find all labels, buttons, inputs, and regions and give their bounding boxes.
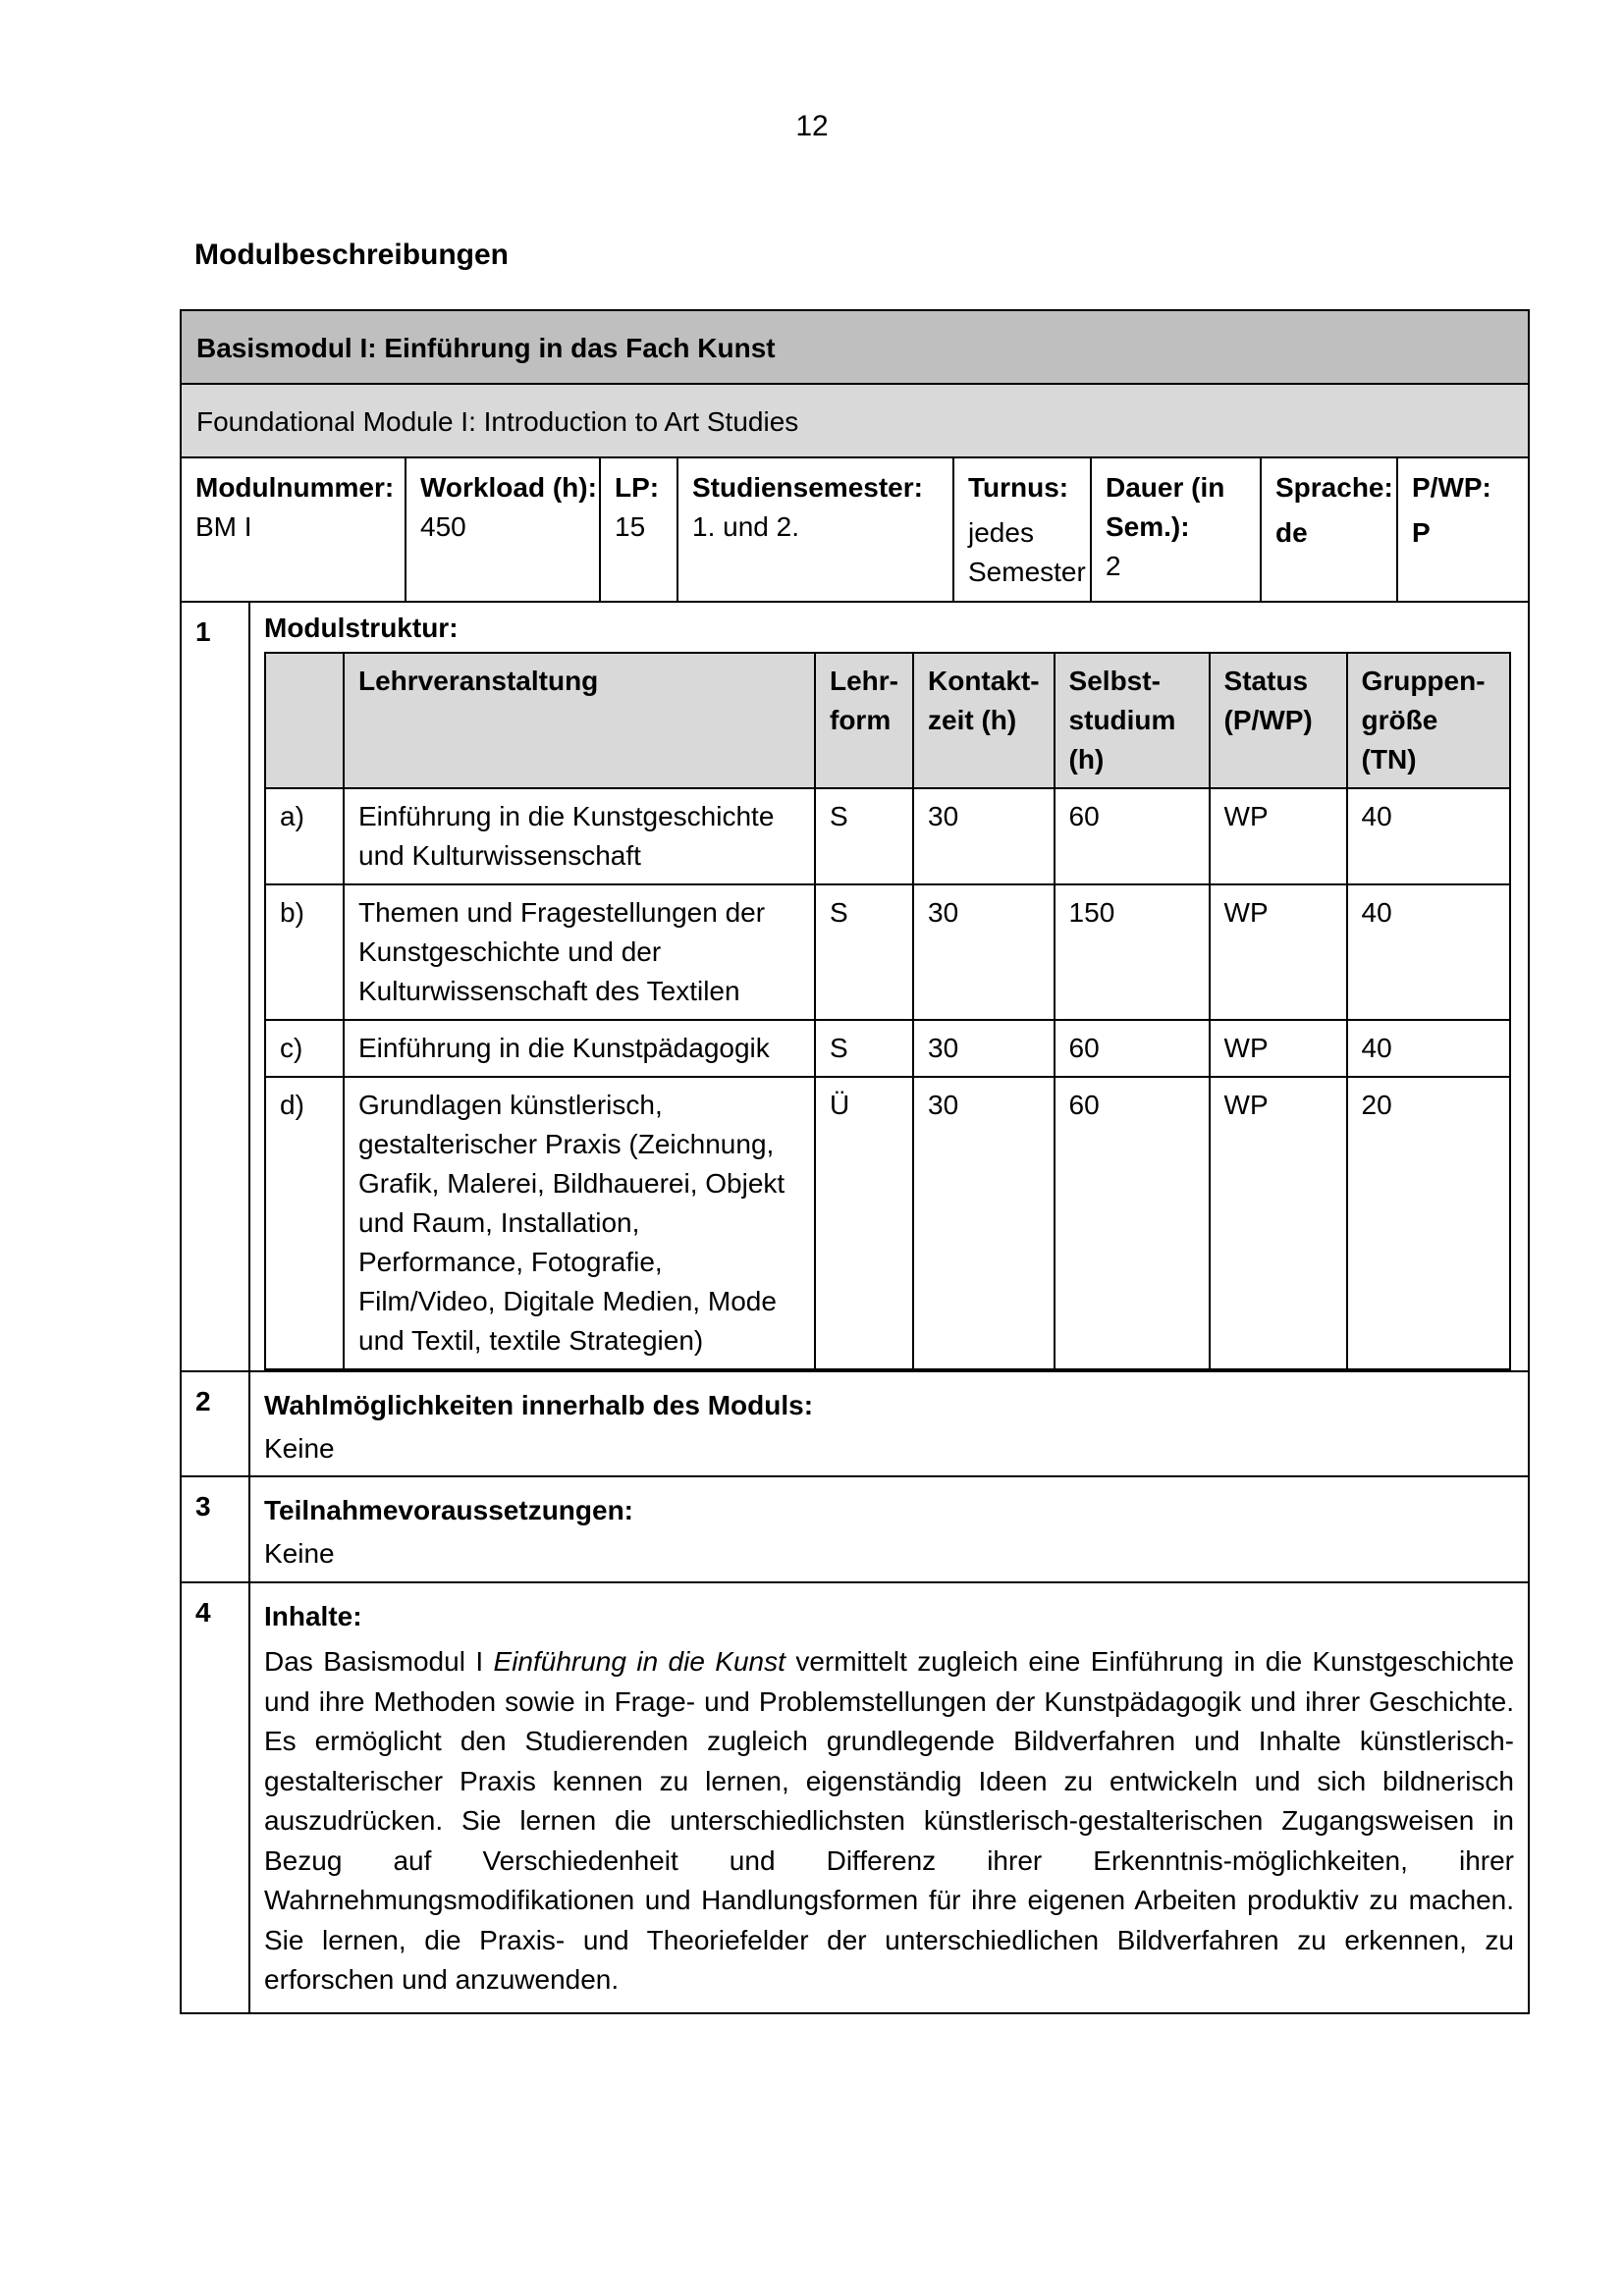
row-key: c) — [265, 1020, 344, 1077]
row-key: b) — [265, 884, 344, 1020]
row-status: WP — [1210, 884, 1347, 1020]
meta-sprache — [1260, 458, 1396, 601]
row-course: Einführung in die Kunstgeschichte und Kulturwissenschaft — [344, 788, 815, 884]
page-number: 12 — [795, 110, 829, 142]
meta-value: P — [1412, 517, 1431, 548]
section-text: Keine — [264, 1433, 335, 1464]
row-group: 40 — [1347, 788, 1510, 884]
meta-turnus — [952, 458, 1090, 601]
section-number: 3 — [182, 1477, 250, 1581]
section-number: 1 — [182, 603, 250, 1370]
section-number: 2 — [182, 1372, 250, 1475]
meta-label: Studiensemester: — [692, 472, 923, 503]
page-heading: Modulbeschreibungen — [194, 239, 510, 271]
row-course: Grundlagen künstlerisch, gestalterischer Praxis (Zeichnung, Grafik, Malerei, Bildhauerei, Objekt und Raum, Installation, Performance, Fotografie, Film/Video, Digitale Medien, Mode und Textil, textile Strategien) — [344, 1077, 815, 1369]
section-title: Inhalte: — [264, 1601, 362, 1631]
row-status: WP — [1210, 1020, 1347, 1077]
module-table — [180, 309, 1530, 2014]
table-row — [265, 1077, 1510, 1369]
section-3 — [180, 1477, 1530, 1583]
meta-value: 1. und 2. — [692, 511, 799, 542]
header-form: Lehr-form — [815, 653, 913, 788]
module-title-en: Foundational Module I: Introduction to Art Studies — [180, 385, 1530, 458]
module-title-de: Basismodul I: Einführung in das Fach Kunst — [180, 309, 1530, 385]
row-key: d) — [265, 1077, 344, 1369]
meta-value: BM I — [195, 511, 252, 542]
meta-label: Sprache: — [1275, 472, 1393, 503]
section-title: Wahlmöglichkeiten innerhalb des Moduls: — [264, 1390, 814, 1420]
section-2 — [180, 1372, 1530, 1477]
header-self: Selbst-studium (h) — [1055, 653, 1210, 788]
table-row — [265, 884, 1510, 1020]
meta-label: Dauer (in Sem.): — [1106, 472, 1225, 542]
body-text-start: Das Basismodul I — [264, 1646, 494, 1677]
section-body — [264, 1642, 1528, 2012]
module-meta-row — [180, 458, 1530, 603]
row-course: Einführung in die Kunstpädagogik — [344, 1020, 815, 1077]
row-self: 60 — [1055, 1077, 1210, 1369]
course-table — [264, 652, 1511, 1370]
row-self: 150 — [1055, 884, 1210, 1020]
meta-value: 450 — [420, 511, 466, 542]
row-form: Ü — [815, 1077, 913, 1369]
meta-label: Turnus: — [968, 472, 1069, 503]
row-contact: 30 — [913, 1077, 1055, 1369]
meta-label: Workload (h): — [420, 472, 597, 503]
section-title: Teilnahmevoraussetzungen: — [264, 1495, 634, 1525]
table-row — [265, 1020, 1510, 1077]
row-key: a) — [265, 788, 344, 884]
row-self: 60 — [1055, 1020, 1210, 1077]
row-group: 40 — [1347, 1020, 1510, 1077]
meta-label: LP: — [615, 472, 660, 503]
row-self: 60 — [1055, 788, 1210, 884]
meta-workload — [405, 458, 599, 601]
section-4 — [180, 1583, 1530, 2014]
section-text: Keine — [264, 1538, 335, 1569]
row-contact: 30 — [913, 1020, 1055, 1077]
meta-pwp — [1396, 458, 1528, 601]
meta-value: jedes Semester — [968, 517, 1086, 587]
header-status: Status (P/WP) — [1210, 653, 1347, 788]
body-text-rest: vermittelt zugleich eine Einführung in die Kunstgeschichte und ihre Methoden sowie in Frage- und Problemstellungen der Kunstpädagogik und ihrer Geschichte. Es ermöglicht den Studierenden zugleich grundlegende Bildverfahren und Inhalte künstlerisch-gestalterischer Praxis kennen zu lernen, eigenständig Ideen zu entwickeln und sich bildnerisch auszudrücken. Sie lernen die unterschiedlichsten künstlerisch-gestalterischen Zugangsweisen in Bezug auf Verschiedenheit und Differenz ihrer Erkenntnis-möglichkeiten, ihrer Wahrnehmungsmodifikationen und Handlungsformen für ihre eigenen Arbeiten produktiv zu machen. Sie lernen, die Praxis- und Theoriefelder der unterschiedlichen Bildverfahren zu erkennen, zu erforschen und anzuwenden. — [264, 1646, 1515, 1995]
meta-label: Modulnummer: — [195, 472, 395, 503]
row-group: 40 — [1347, 884, 1510, 1020]
section-number: 4 — [182, 1583, 250, 2012]
meta-dauer — [1090, 458, 1260, 601]
body-text-italic: Einführung in die Kunst — [493, 1646, 785, 1677]
header-contact: Kontakt-zeit (h) — [913, 653, 1055, 788]
row-course: Themen und Fragestellungen der Kunstgeschichte und der Kulturwissenschaft des Textilen — [344, 884, 815, 1020]
header-course: Lehrveranstaltung — [344, 653, 815, 788]
row-status: WP — [1210, 788, 1347, 884]
meta-value: 2 — [1106, 551, 1121, 581]
meta-lp — [599, 458, 677, 601]
section-1 — [180, 603, 1530, 1372]
table-row — [265, 788, 1510, 884]
row-contact: 30 — [913, 884, 1055, 1020]
meta-value: 15 — [615, 511, 646, 542]
meta-value: de — [1275, 517, 1308, 548]
row-form: S — [815, 1020, 913, 1077]
meta-modulnummer — [182, 458, 405, 601]
header-key — [265, 653, 344, 788]
header-group: Gruppen-größe (TN) — [1347, 653, 1510, 788]
section-title: Modulstruktur: — [264, 613, 459, 643]
row-status: WP — [1210, 1077, 1347, 1369]
meta-studiensemester — [677, 458, 952, 601]
row-group: 20 — [1347, 1077, 1510, 1369]
course-table-header — [265, 653, 1510, 788]
meta-label: P/WP: — [1412, 472, 1491, 503]
row-form: S — [815, 884, 913, 1020]
row-form: S — [815, 788, 913, 884]
row-contact: 30 — [913, 788, 1055, 884]
